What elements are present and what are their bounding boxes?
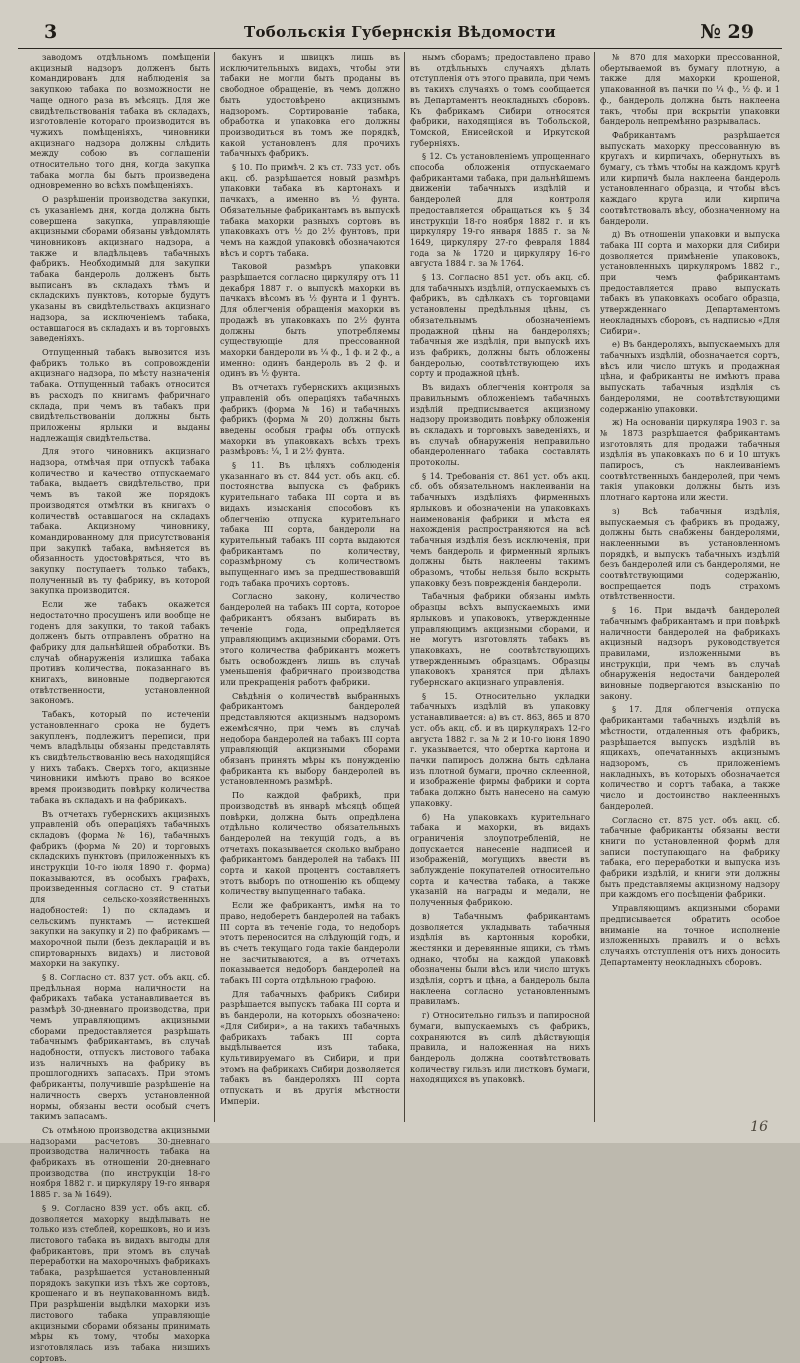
- paragraph: е) Въ бандероляхъ, выпускаемыхъ для табачныхъ издѣлій, обозначается сортъ, вѣсъ или число штукъ и продажная цѣна, и фабриканты не имѣютъ права выпускать табачныя издѣлія съ бандеролями, не соотвѣтствующими содержанію упаковки.: [600, 339, 780, 414]
- column-divider: [214, 52, 215, 1122]
- paragraph: Свѣдѣнія о количествѣ выбранныхъ фабрикантомъ бандеролей представляются акцизнымъ надзоромъ ежемѣсячно, при чемъ въ случаѣ недобора бандеролей на табакъ III сорта управляющій акцизными сборами обязанъ принять мѣры къ понужденію фабриканта къ выбору бандеролей въ установленномъ размѣрѣ.: [220, 690, 400, 787]
- paragraph: д) Въ отношеніи упаковки и выпуска табака III сорта и махорки для Сибири дозволяется примѣненіе упаковокъ, установленныхъ циркуляромъ 1882 г., при чемъ фабрикантамъ предоставляется право выпускать табакъ въ упаковкахъ особаго образца, утвержденнаго Департаментомъ неокладныхъ сборовъ, съ надписью «Для Сибири».: [600, 229, 780, 336]
- paragraph: По каждой фабрикѣ, при производствѣ въ январѣ мѣсяцѣ общей повѣрки, должна быть опредѣлена отдѣльно количество обязательныхъ бандеролей на текущій годъ, а въ отчетахъ показывается сколько выбрано фабрикантомъ бандеролей на табакъ III сорта и какой процентъ составляетъ этотъ выборъ по отношенію къ общему количеству выпущеннаго табака.: [220, 790, 400, 897]
- paragraph: Управляющимъ акцизными сборами предписывается обратить особое вниманіе на точное исполненіе изложенныхъ правилъ и о всѣхъ случаяхъ отступленія отъ нихъ доносить Департаменту неокладныхъ сборовъ.: [600, 903, 780, 967]
- paragraph: Въ видахъ облегченія контроля за правильнымъ обложеніемъ табачныхъ издѣлій предписывается акцизному надзору производить повѣрку обложенія въ складахъ и торговыхъ заведеніяхъ, и въ случаѣ обнаруженія неправильно обандероленнаго табака составлять протоколы.: [410, 382, 590, 468]
- newspaper-title: Тобольскія Губернскія Вѣдомости: [244, 23, 556, 41]
- paragraph: § 14. Требованія ст. 861 уст. объ акц. сб. объ обязательномъ наклеиваніи на табачныхъ издѣліяхъ фирменныхъ ярлыковъ и обозначеніи на упаковкахъ наименованія фабрики и мѣста ея нахожденія распространяются на всѣ табачныя издѣлія безъ исключенія, при чемъ бандероль и фирменный ярлыкъ должны быть наклеены такимъ образомъ, чтобы нельзя было вскрыть упаковку безъ поврежденія бандероли.: [410, 470, 590, 588]
- paragraph: О разрѣшеніи производства закупки, съ указаніемъ дня, когда должна быть совершена закупка, управляющіе акцизными сборами обязаны увѣдомлять чиновниковъ акцизнаго надзора, а также и владѣльцевъ табачныхъ фабрикъ. Необходимый для закупки табака бандероль долженъ быть выписанъ въ складахъ тѣмъ и складскихъ пунктовъ, которые будутъ указаны въ свидѣтельствахъ акцизнаго надзора, за исключеніемъ табака, оставшагося въ складахъ и въ торговыхъ заведеніяхъ.: [30, 194, 210, 344]
- paragraph: Съ отмѣною производства акцизными надзорами расчетовъ 30-дневнаго производства наличность табака на фабрикахъ въ отношеніи 20-дневнаго производства (по инструкціи 18-го ноября 1882 г. и циркуляру 19-го января 1885 г. за № 1649).: [30, 1124, 210, 1200]
- paragraph: Для этого чиновникъ акцизнаго надзора, отмѣчая при отпускѣ табака количество и качество отпускаемаго табака, выдаетъ свидѣтельство, при чемъ въ такой же порядокъ производятся отмѣтки въ книгахъ о количествѣ оставшагося на складахъ табака. Акцизному чиновнику, командированному для присутствованія при закупкѣ табака, вмѣняется въ обязанность удостовѣряться, что въ закупку поступаетъ только табакъ, полученный въ ту фабрику, въ которой закупка производится.: [30, 446, 210, 596]
- paragraph: Согласно ст. 875 уст. объ акц. сб. табачные фабриканты обязаны вести книги по установленной формѣ для записи поступающаго на фабрику табака, его переработки и выпуска изъ фабрики издѣлій, и книги эти должны быть представляемы акцизному надзору при каждомъ его посѣщеніи фабрики.: [600, 814, 780, 900]
- paragraph: § 13. Согласно 851 уст. объ акц. сб. для табачныхъ издѣлій, отпускаемыхъ съ фабрикъ, въ сдѣлкахъ съ торговцами установлены предѣльныя цѣны, съ обязательнымъ обозначеніемъ продажной цѣны на бандероляхъ; табачныя же издѣлія, при выпускѣ ихъ изъ фабрикъ, должны быть обложены бандеролью, соотвѣтствующею ихъ сорту и продажной цѣнѣ.: [410, 272, 590, 379]
- paragraph: § 11. Въ цѣляхъ соблюденія указаннаго въ ст. 844 уст. объ акц. сб. постоянства выпуска съ фабрикъ курительнаго табака III сорта и въ видахъ изысканія способовъ къ облегченію отпуска курительнаго табака III сорта, бандероли на курительный табакъ III сорта выдаются фабрикантамъ по количеству, соразмѣрному съ количествомъ выпущеннаго имъ за предшествовавшій годъ табака прочихъ сортовъ.: [220, 460, 400, 588]
- paragraph: г) Относительно гильзъ и папиросной бумаги, выпускаемыхъ съ фабрикъ, сохраняются въ силѣ дѣйствующія правила, и наложенная на нихъ бандероль должна соотвѣтствовать количеству гильзъ или листковъ бумаги, находящихся въ упаковкѣ.: [410, 1010, 590, 1085]
- column-4: [600, 52, 780, 1124]
- column-divider: [404, 52, 405, 1122]
- paragraph: Если же табакъ окажется недостаточно просушенъ или вообще не годенъ для закупки, то такой табакъ долженъ быть отправленъ обратно на фабрику для дальнѣйшей обработки. Въ случаѣ обнаруженія излишка табака противъ количества, показаннаго въ книгахъ, виновные подвергаются отвѣтственности, установленной закономъ.: [30, 599, 210, 706]
- paragraph: заводомъ отдѣльномъ помѣщеніи акцизный надзоръ долженъ быть командированъ для наблюденія за закупкою табака по возможности не чаще одного раза въ мѣсяцъ. Для же свидѣтельствованія табака въ складахъ, изготовленіе котораго производится въ чужихъ помѣщеніяхъ, чиновники акцизнаго надзора должны слѣдить между собою въ соглашеніи относительно того дня, когда закупка табака могла бы быть произведена одновременно во всѣхъ помѣщеніяхъ.: [30, 52, 210, 191]
- text-columns: [24, 52, 780, 1363]
- paragraph: Въ отчетахъ губернскихъ акцизныхъ управленій объ операціяхъ табачныхъ фабрикъ (форма № 16) и табачныхъ фабрикъ (форма № 20) должны быть введены особыя графы объ отпускѣ махорки въ упаковкахъ всѣхъ трехъ размѣровъ: ¼, 1 и 2½ фунта.: [220, 382, 400, 457]
- paragraph: № 870 для махорки прессованной, обертываемой въ бумагу плотную, а также для махорки крошеной, упакованной въ пачки по ¼ ф., ½ ф. и 1 ф., бандероль должна быть наклеена такъ, чтобы при вскрытіи упаковки бандероль непремѣнно разрывалась.: [600, 52, 780, 127]
- paragraph: Таковой размѣръ упаковки разрѣшается согласно циркуляру отъ 11 декабря 1887 г. о выпускѣ махорки въ пачкахъ вѣсомъ въ ½ фунта и 1 фунтъ. Для облегченія обращенія махорки въ продажѣ въ упаковкахъ по 2½ фунта должны быть употребляемы существующіе для прессованной махорки бандероли въ ¼ ф., 1 ф. и 2 ф., а именно: одинъ бандероль въ 2 ф. и одинъ въ ½ фунта.: [220, 261, 400, 379]
- paragraph: Табакъ, который по истеченіи установленнаго срока не будетъ закупленъ, подлежитъ переписи, при чемъ владѣльцы обязаны представлять къ свидѣтельствованію весь находящійся у нихъ табакъ. Сверхъ того, акцизные чиновники имѣютъ право во всякое время производить повѣрку количества табака въ складахъ и на фабрикахъ.: [30, 709, 210, 805]
- paragraph: § 16. При выдачѣ бандеролей табачнымъ фабрикантамъ и при повѣркѣ наличности бандеролей на фабрикахъ акцизный надзоръ руководствуется правилами, изложенными въ инструкціи, при чемъ въ случаѣ обнаруженія недостачи бандеролей виновные подвергаются взысканію по закону.: [600, 605, 780, 701]
- paragraph: § 10. По примѣч. 2 къ ст. 733 уст. объ акц. сб. разрѣшается новый размѣръ упаковки табака въ картонахъ и пачкахъ, а именно въ ½ фунта. Обязательные фабрикантамъ въ выпускѣ табака махорки разныхъ сортовъ въ упаковкахъ отъ ½ до 2½ фунтовъ, при чемъ на каждой упаковкѣ обозначаются вѣсъ и сортъ табака.: [220, 162, 400, 258]
- column-1: [30, 52, 210, 1363]
- paragraph: § 8. Согласно ст. 837 уст. объ акц. сб. предѣльная норма наличности на фабрикахъ табака устанавливается въ размѣрѣ 30-дневнаго производства, при чемъ управляющимъ акцизными сборами предоставляется разрѣшать табачнымъ фабрикантамъ, въ случаѣ надобности, отпускъ листового табака изъ наличныхъ на фабрику въ прошлогоднихъ запасахъ. При этомъ фабриканты, получившіе разрѣшеніе на наличность сверхъ установленной нормы, обязаны вести особый счетъ такимъ запасамъ.: [30, 972, 210, 1122]
- paragraph: Если же фабрикантъ, имѣя на то право, недоберетъ бандеролей на табакъ III сорта въ теченіе года, то недоборъ этотъ переносится на слѣдующій годъ, и въ счетъ текущаго года такіе бандероли не засчитываются, а въ отчетахъ показывается недоборъ бандеролей на табакъ III сорта отдѣльною графою.: [220, 900, 400, 986]
- page-header: [18, 12, 782, 49]
- paragraph: б) На упаковкахъ курительнаго табака и махорки, въ видахъ ограниченія злоупотребленій, не допускается нанесеніе надписей и изображеній, могущихъ ввести въ заблужденіе покупателей относительно сорта и качества табака, а также указаній на награды и медали, не полученныя фабрикою.: [410, 811, 590, 908]
- paragraph: § 17. Для облегченія отпуска фабрикантами табачныхъ издѣлій въ мѣстности, отдаленныя отъ фабрикъ, разрѣшается выпускъ издѣлій въ ящикахъ, опечатанныхъ акцизнымъ надзоромъ, съ приложеніемъ накладныхъ, въ которыхъ обозначается количество и сортъ табака, а также число и достоинство наклеенныхъ бандеролей.: [600, 704, 780, 811]
- paragraph: ж) На основаніи циркуляра 1903 г. за № 1873 разрѣшается фабрикантамъ изготовлять для продажи табачныя издѣлія въ упаковкахъ по 6 и 10 штукъ папиросъ, съ наклеиваніемъ соотвѣтственныхъ бандеролей, при чемъ такія упаковки должны быть изъ плотнаго картона или жести.: [600, 417, 780, 503]
- paragraph: § 12. Съ установленіемъ упрощеннаго способа обложенія отпускаемаго фабрикантами табака, при дальнѣйшемъ движеніи табачныхъ издѣлій и бандеролей для контроля предоставляется обращаться къ § 34 инструкціи 18-го ноября 1882 г. и къ циркуляру 19-го января 1885 г. за № 1649, циркуляру 27-го февраля 1884 года за № 1720 и циркуляру 16-го августа 1884 г. за № 1764.: [410, 151, 590, 269]
- folio-mark: 16: [750, 1119, 768, 1135]
- column-divider: [594, 52, 595, 1122]
- paragraph: Для табачныхъ фабрикъ Сибири разрѣшается выпускъ табака III сорта и въ бандероли, на которыхъ обозначено: «Для Сибири», а на такихъ табачныхъ фабрикахъ табакъ III сорта выдѣлывается изъ табака, культивируемаго въ Сибири, и при этомъ на фабрикахъ Сибири дозволяется табакъ въ бандероляхъ III сорта отпускать и въ другія мѣстности Имперіи.: [220, 988, 400, 1106]
- paragraph: в) Табачнымъ фабрикантамъ дозволяется укладывать табачныя издѣлія въ картонныя коробки, жестянки и деревянные ящики, съ тѣмъ однако, чтобы на каждой упаковкѣ обозначены были вѣсъ или число штукъ издѣлія, сортъ и цѣна, а бандероль была наклеена согласно установленнымъ правиламъ.: [410, 910, 590, 1007]
- column-3: [410, 52, 590, 1124]
- paragraph: Въ отчетахъ губернскихъ акцизныхъ управленій объ операціяхъ табачныхъ складовъ (форма № 16), табачныхъ фабрикъ (форма № 20) и торговыхъ складскихъ пунктовъ (приложенныхъ къ инструкціи 10-го іюля 1890 г. форма) показываются, въ особыхъ графахъ, произведенныя согласно ст. 9 статьи для сельско-хозяйственныхъ надобностей: 1) по складамъ и сельскимъ пунктамъ — истекшей закупки на закупку и 2) по фабрикамъ — махорочной пыли (безъ декларацій и въ спиртоварныхъ видахъ) и листовой махорки на закупку.: [30, 808, 210, 969]
- issue-number: № 29: [700, 21, 754, 43]
- column-2: [220, 52, 400, 1124]
- paragraph: § 9. Согласно 839 уст. объ акц. сб. дозволяется махорку выдѣлывать не только изъ стеблей, корешковъ, но и изъ листового табака въ видахъ выгоды для фабрикантовъ, при этомъ въ случаѣ переработки на махорочныхъ фабрикахъ табака, разрѣшается установленный порядокъ закупки изъ тѣхъ же сортовъ, крошенаго и въ неупакованномъ видѣ. При разрѣшеніи выдѣлки махорки изъ листового табака управляющіе акцизными сборами обязаны принимать мѣры къ тому, чтобы махорка изготовлялась изъ табака низшихъ сортовъ.: [30, 1202, 210, 1363]
- paragraph: Отпущенный табакъ вывозится изъ фабрикъ только въ сопровожденіи акцизнаго надзора, по мѣсту назначенія табака. Отпущенный табакъ относится въ расходъ по книгамъ фабричнаго склада, при чемъ въ табакъ при свидѣтельствованіи должны быть приложены ярлыки и выданы надлежащія свидѣтельства.: [30, 346, 210, 443]
- paragraph: § 15. Относительно укладки табачныхъ издѣлій въ упаковку устанавливается: а) въ ст. 863, 865 и 870 уст. объ акц. сб. и въ циркулярахъ 12-го августа 1882 г. за № 2 и 10-го іюня 1890 г. указывается, что обертка картона и пачки папиросъ должна быть сдѣлана изъ плотной бумаги, прочно склеенной, и изображеніе фирмы фабрики и сорта табака должно быть нанесено на самую упаковку.: [410, 690, 590, 808]
- paragraph: Табачныя фабрики обязаны имѣть образцы всѣхъ выпускаемыхъ ими ярлыковъ и упаковокъ, утвержденные управляющимъ акцизными сборами, и не могутъ изготовлять табакъ въ упаковкахъ, не соотвѣтствующихъ утвержденнымъ образцамъ. Образцы упаковокъ хранятся при дѣлахъ губернскаго акцизнаго управленія.: [410, 591, 590, 688]
- paragraph: бакунъ и швицкъ лишь въ исключительныхъ видахъ, чтобы эти табаки не могли быть проданы въ свободное обращеніе, въ чемъ должно быть удостовѣрено акцизнымъ надзоромъ. Сортированіе табака, обработка и упаковка его должны производиться въ томъ же порядкѣ, какой установленъ для прочихъ табачныхъ фабрикъ.: [220, 52, 400, 159]
- paragraph: нымъ сборамъ; предоставлено право въ отдѣльныхъ случаяхъ дѣлать отступленія отъ этого правила, при чемъ въ такихъ случаяхъ о томъ сообщается въ Департаментъ неокладныхъ сборовъ. Къ фабрикамъ Сибири относятся фабрики, находящіяся въ Тобольской, Томской, Енисейской и Иркутской губерніяхъ.: [410, 52, 590, 148]
- paragraph: з) Всѣ табачныя издѣлія, выпускаемыя съ фабрикъ въ продажу, должны быть снабжены бандеролями, наклеенными въ установленномъ порядкѣ, и выпускъ табачныхъ издѣлій безъ бандеролей или съ бандеролями, не соотвѣтствующими содержанію, воспрещается подъ страхомъ отвѣтственности.: [600, 505, 780, 602]
- paragraph: Фабрикантамъ разрѣшается выпускать махорку прессованную въ кругахъ и кирпичахъ, обернутыхъ въ бумагу, съ тѣмъ чтобы на каждомъ кругѣ или кирпичѣ была наклеена бандероль установленнаго образца, и чтобы вѣсъ каждаго круга или кирпича соотвѣтствовалъ вѣсу, обозначенному на бандероли.: [600, 129, 780, 226]
- paragraph: Согласно закону, количество бандеролей на табакъ III сорта, которое фабрикантъ обязанъ выбирать въ теченіе года, опредѣляется управляющимъ акцизными сборами. Отъ этого количества фабрикантъ можетъ быть освобожденъ лишь въ случаѣ уменьшенія фабричнаго производства или прекращенія работъ фабрики.: [220, 591, 400, 688]
- page-number: 3: [44, 21, 58, 43]
